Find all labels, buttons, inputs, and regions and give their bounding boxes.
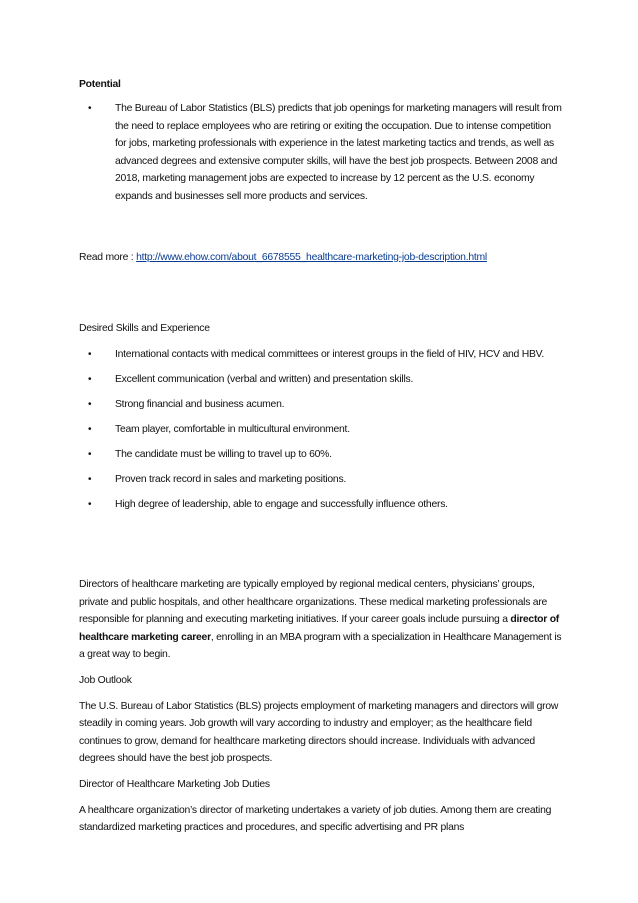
skill-item <box>79 421 564 439</box>
skill-item <box>79 371 564 389</box>
potential-bullet <box>79 100 564 206</box>
read-more-label: Read more : <box>79 252 137 263</box>
duties-heading: Director of Healthcare Marketing Job Duties <box>79 778 270 790</box>
skill-item-text: Excellent communication (verbal and written) and presentation skills. <box>115 373 414 385</box>
job-outlook-paragraph: The U.S. Bureau of Labor Statistics (BLS) projects employment of marketing managers and directors will grow steadily in coming years. Job growth will vary according to industry and employer; as the healthcare field continues to grow, demand for healthcare marketing directors should increase. Individuals with advanced degrees should have the best job prospects. <box>79 700 559 765</box>
skill-item <box>79 396 564 414</box>
directors-bold-phrase: director of healthcare marketing career <box>79 614 560 643</box>
skill-item-text: High degree of leadership, able to engage and successfully influence others. <box>115 498 448 510</box>
potential-bullet-text: The Bureau of Labor Statistics (BLS) predicts that job openings for marketing managers will result from the need to replace employees who are retiring or exiting the occupation. Due to intense competition for jobs, marketing professionals with experience in the latest marketing tactics and trends, as well as advanced degrees and extensive computer skills, will have the best job prospects. Between 2008 and 2018, marketing management jobs are expected to increase by 12 percent as the U.S. economy expands and businesses sell more products and services. <box>115 103 562 202</box>
skill-item <box>79 496 564 514</box>
skill-item-text: The candidate must be willing to travel up to 60%. <box>115 448 332 460</box>
skills-list <box>79 346 564 521</box>
read-more-link[interactable]: http://www.ehow.com/about_6678555_healthcare-marketing-job-description.html <box>136 252 487 263</box>
potential-list <box>79 100 564 206</box>
skill-item <box>79 446 564 464</box>
read-more-line <box>79 249 564 267</box>
skills-heading: Desired Skills and Experience <box>79 323 210 334</box>
directors-outro: , enrolling in an MBA program with a specialization in Healthcare Management is a great way to begin. <box>79 631 562 661</box>
skill-item-text: Proven track record in sales and marketing positions. <box>115 473 347 485</box>
skill-item-text: International contacts with medical committees or interest groups in the field of HIV, HCV and HBV. <box>115 349 545 360</box>
directors-paragraph <box>79 576 564 664</box>
content-section <box>79 576 564 837</box>
skill-item-text: Team player, comfortable in multicultural environment. <box>115 423 350 435</box>
duties-paragraph: A healthcare organization’s director of marketing undertakes a variety of job duties. Among them are creating standardized marketing practices and procedures, and specific advertising and PR plans <box>79 804 552 834</box>
skill-item-text: Strong financial and business acumen. <box>115 398 285 410</box>
job-outlook-heading: Job Outlook <box>79 674 132 686</box>
skill-item <box>79 471 564 489</box>
skill-item <box>79 346 564 364</box>
directors-intro: Directors of healthcare marketing are typically employed by regional medical centers, physicians’ groups, private and public hospitals, and other healthcare organizations. These medical marketing professionals are responsible for planning and executing marketing initiatives. If your career goals include pursuing a <box>79 579 548 626</box>
potential-heading: Potential <box>79 79 121 90</box>
